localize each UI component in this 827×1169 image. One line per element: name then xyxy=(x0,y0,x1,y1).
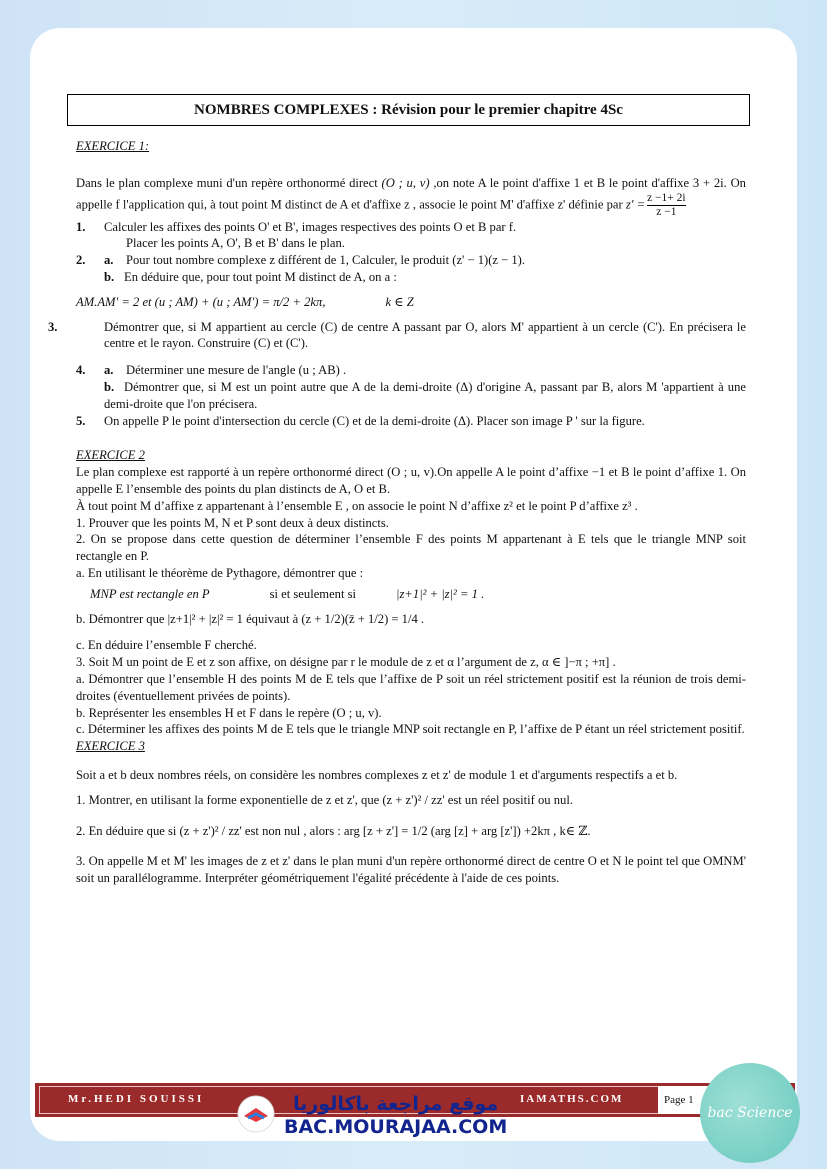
ex1-q4b-text: Démontrer que, si M est un point autre que A de la demi-droite (Δ) d'origine A, passant par B, alors M 'appartient à une demi-droite que l'on précisera. xyxy=(104,379,746,411)
ex1-q4a-text: Déterminer une mesure de l'angle (u ; AB) . xyxy=(126,363,347,378)
ex1-fraction xyxy=(647,192,686,219)
ex2-q2a-m2: si et seulement si xyxy=(269,586,357,601)
ex1-q1b: Placer les points A, O', B et B' dans le plan. xyxy=(126,236,345,251)
ex2-q2a: a. En utilisant le théorème de Pythagore, démontrer que : xyxy=(76,565,364,580)
ex2-q2a-equiv xyxy=(90,586,746,603)
ex1-frac-den: z −1 xyxy=(647,205,686,219)
q-number: 5. xyxy=(76,413,86,428)
ex3-q1: 1. Montrer, en utilisant la forme exponentielle de z et z', que (z + z')² / zz' est un réel positif ou nul. xyxy=(76,792,573,807)
ex2-q3a: a. Démontrer que l’ensemble H des points M de E tels que l’affixe de P soit un réel strictement positif est la réunion de trois demi-droites (éventuellement privées de points). xyxy=(76,671,746,703)
ex1-q2b xyxy=(76,269,746,286)
ex2-l1: Le plan complexe est rapporté à un repère orthonormé direct (O ; u, v).On appelle A le point d’affixe −1 et B le point d’affixe 1. On appelle E l’ensemble des points du plan distincts de A, O et B. xyxy=(76,465,746,496)
ex1-q2b-text: En déduire que, pour tout point M distinct de A, on a : xyxy=(124,269,397,284)
exercise-2-heading: EXERCICE 2 xyxy=(76,448,145,463)
ex2-l2: À tout point M d’affixe z appartenant à l’ensemble E , on associe le point N d’affixe z² et le point P d’affixe z³ . xyxy=(76,498,638,513)
footer-site: IAMATHS.COM xyxy=(520,1093,624,1105)
ex2-q2c: c. En déduire l’ensemble F cherché. xyxy=(76,638,257,653)
ex1-intro-b: ,on note A le point d'affixe 1 et B le point d'affixe 3 + 2i. On appelle f l'application qui, à tout point M distinct de A et d'affixe z , associe le point M' d'affixe z' définie par xyxy=(76,175,746,211)
q-number: 4. xyxy=(76,363,86,378)
ex2-q1: 1. Prouver que les points M, N et P sont deux à deux distincts. xyxy=(76,515,389,530)
footer-author: Mr.HEDI SOUISSI xyxy=(68,1093,205,1105)
ex2-q2b: b. Démontrer que |z+1|² + |z|² = 1 équivaut à (z + 1/2)(z̄ + 1/2) = 1/4 . xyxy=(76,611,425,626)
watermark-latin: BAC.MOURAJAA.COM xyxy=(284,1116,508,1138)
ex1-q2a xyxy=(76,252,746,269)
ex1-zprime: z' = xyxy=(625,196,646,211)
ex1-q4b xyxy=(76,379,746,413)
ex1-q4a xyxy=(76,362,746,379)
ex1-q2b-k: k ∈ Z xyxy=(385,294,414,309)
page-title: NOMBRES COMPLEXES : Révision pour le premier chapitre 4Sc xyxy=(67,94,750,126)
ex1-q1-text: Calculer les affixes des points O' et B', images respectives des points O et B par f. xyxy=(104,219,517,234)
ex1-q1 xyxy=(76,219,746,236)
footer-page-number: Page 1 xyxy=(658,1086,726,1114)
ex2-q3c: c. Déterminer les affixes des points M de E tels que le triangle MNP soit rectangle en P, l’affixe de P étant un réel strictement positif. xyxy=(76,722,745,737)
ex1-q2b-formula xyxy=(76,294,746,311)
exercise-1-heading: EXERCICE 1: xyxy=(76,139,150,153)
ex1-q2b-math: AM.AM' = 2 et (u ; AM) + (u ; AM') = π/2 + 2kπ, xyxy=(76,294,326,309)
ex2-q3b: b. Représenter les ensembles H et F dans le repère (O ; u, v). xyxy=(76,705,382,720)
ex1-q3-text: Démontrer que, si M appartient au cercle (C) de centre A passant par O, alors M' appartient à un cercle (C'). En précisera le centre et le rayon. Construire (C) et (C'). xyxy=(104,319,746,351)
q-letter: a. xyxy=(104,253,114,268)
ex3-intro: Soit a et b deux nombres réels, on considère les nombres complexes z et z' de module 1 et d'arguments respectifs a et b. xyxy=(76,767,678,782)
bac-science-badge: bac Science xyxy=(700,1063,800,1163)
document-body xyxy=(48,138,746,887)
watermark-logo-icon xyxy=(236,1094,276,1134)
q-number: 3. xyxy=(48,319,58,334)
watermark-arabic: موقع مراجعة باكالوريا xyxy=(293,1093,499,1115)
ex1-intro xyxy=(76,175,746,219)
watermark xyxy=(284,1093,507,1139)
q-letter: b. xyxy=(104,269,115,284)
ex2-q2: 2. On se propose dans cette question de déterminer l’ensemble F des points M appartenant à E tels que le triangle MNP soit rectangle en P. xyxy=(76,532,746,564)
ex1-q5 xyxy=(76,413,746,430)
q-number: 2. xyxy=(76,253,86,268)
ex1-q2a-text: Pour tout nombre complexe z différent de 1, Calculer, le produit (z' − 1)(z − 1). xyxy=(126,253,526,268)
ex2-q2a-m1: MNP est rectangle en P xyxy=(90,586,210,601)
ex3-q2: 2. En déduire que si (z + z')² / zz' est non nul , alors : arg [z + z'] = 1/2 (arg [z] + arg [z']) +2kπ , k∈ ℤ. xyxy=(76,823,591,838)
q-letter: b. xyxy=(104,379,115,394)
ex1-q5-text: On appelle P le point d'intersection du cercle (C) et de la demi-droite (Δ). Placer son image P ' sur la figure. xyxy=(104,413,645,428)
q-letter: a. xyxy=(104,363,114,378)
ex1-intro-a: Dans le plan complexe muni d'un repère orthonormé direct xyxy=(76,175,382,190)
exercise-3-heading: EXERCICE 3 xyxy=(76,739,145,754)
q-number: 1. xyxy=(76,219,86,234)
ex2-q3: 3. Soit M un point de E et z son affixe, on désigne par r le module de z et α l’argument de z, α ∈ ]−π ; +π] . xyxy=(76,655,616,670)
ex2-q2a-m3: |z+1|² + |z|² = 1 . xyxy=(396,586,485,601)
ex3-q3: 3. On appelle M et M' les images de z et z' dans le plan muni d'un repère orthonormé direct de centre O et N le point tel que OMNM' soit un parallélogramme. Interpréter géométriquement l'égalité précédente à l'aide de ces points. xyxy=(76,854,746,886)
ex1-frac-num: z −1+ 2i xyxy=(647,191,686,204)
ex1-repere: (O ; u, v) xyxy=(381,175,430,190)
ex1-q3 xyxy=(48,319,746,353)
